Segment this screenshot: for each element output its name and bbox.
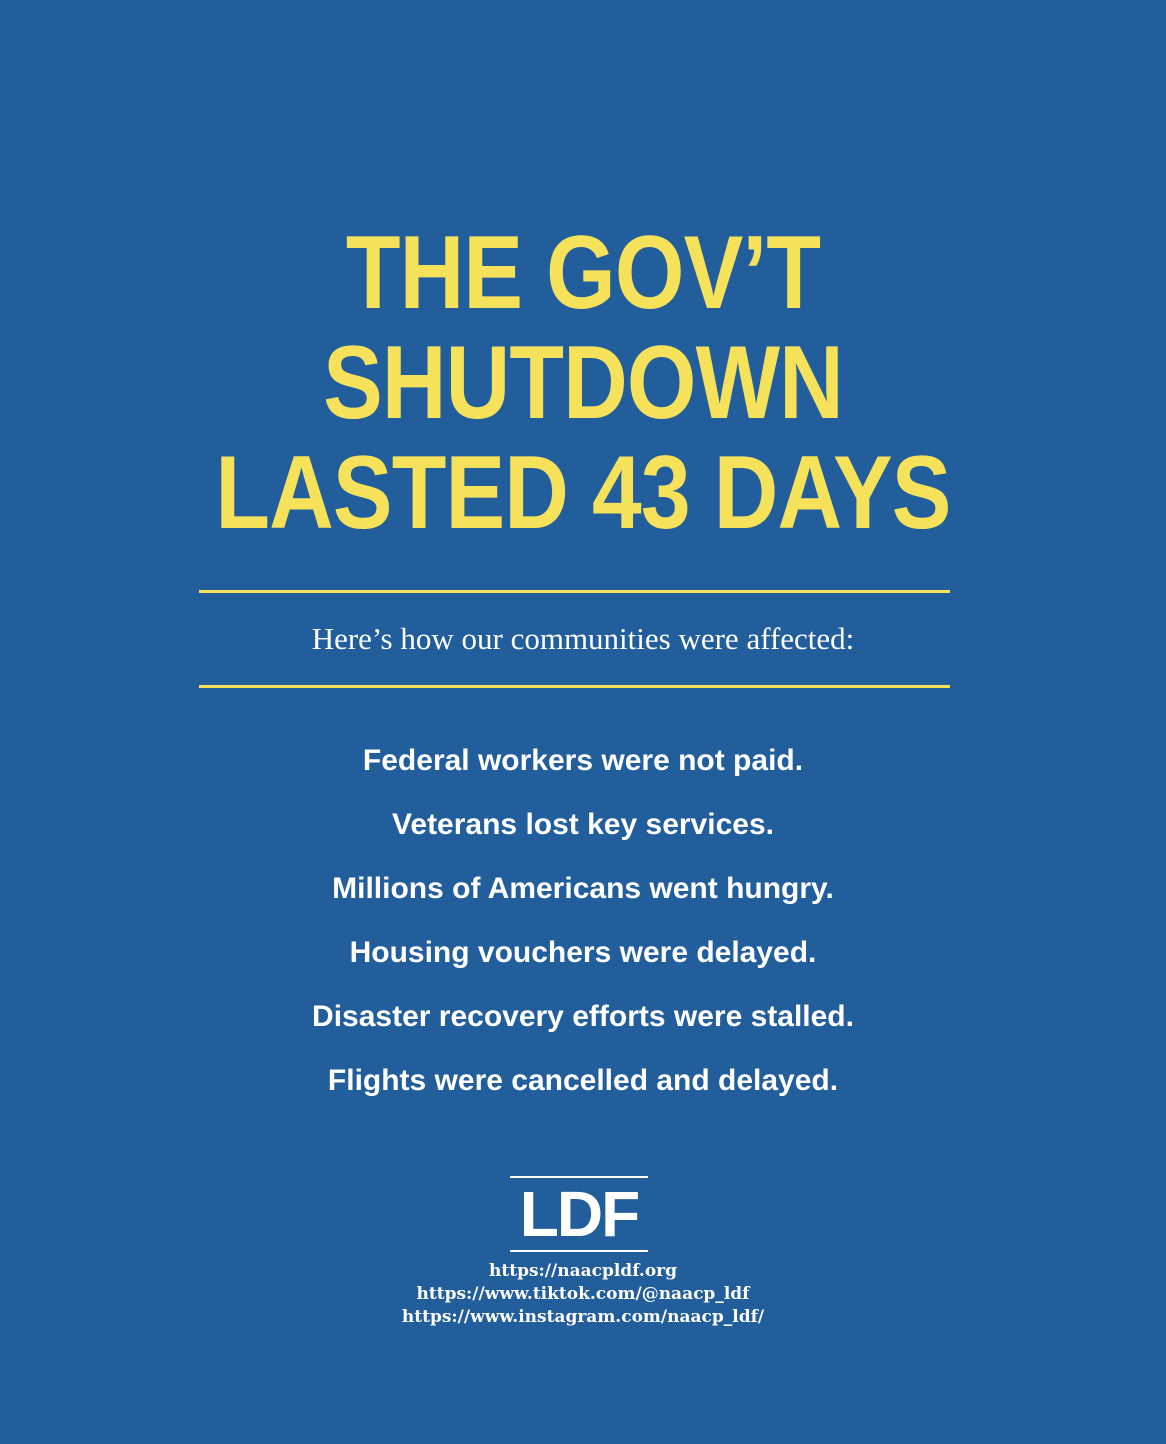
headline-line-3: LASTED 43 DAYS: [215, 435, 951, 551]
link-list: [0, 1260, 1166, 1329]
logo-bottom-bar: [510, 1250, 648, 1252]
effect-item-flights: Flights were cancelled and delayed.: [327, 1064, 839, 1097]
headline-line-1: THE GOV’T: [345, 215, 821, 331]
link-instagram[interactable]: https://www.instagram.com/naacp_ldf/: [401, 1307, 765, 1327]
effect-item-hunger: Millions of Americans went hungry.: [332, 872, 834, 905]
subheading: Here’s how our communities were affected:: [311, 621, 855, 656]
effect-item-federal-workers: Federal workers were not paid.: [362, 744, 804, 777]
link-tiktok[interactable]: https://www.tiktok.com/@naacp_ldf: [416, 1284, 750, 1304]
effects-list: [0, 737, 1166, 1121]
link-website[interactable]: https://naacpldf.org: [489, 1261, 677, 1281]
headline-line-2: SHUTDOWN: [323, 325, 843, 441]
effect-item-disaster: Disaster recovery efforts were stalled.: [312, 1000, 854, 1033]
effect-item-veterans: Veterans lost key services.: [392, 808, 774, 841]
divider-bottom: [199, 685, 950, 688]
effect-item-housing: Housing vouchers were delayed.: [349, 936, 817, 969]
logo-wordmark: LDF: [519, 1178, 639, 1250]
divider-top: [199, 590, 950, 593]
headline: [82, 215, 1085, 551]
ldf-logo: [510, 1176, 648, 1252]
